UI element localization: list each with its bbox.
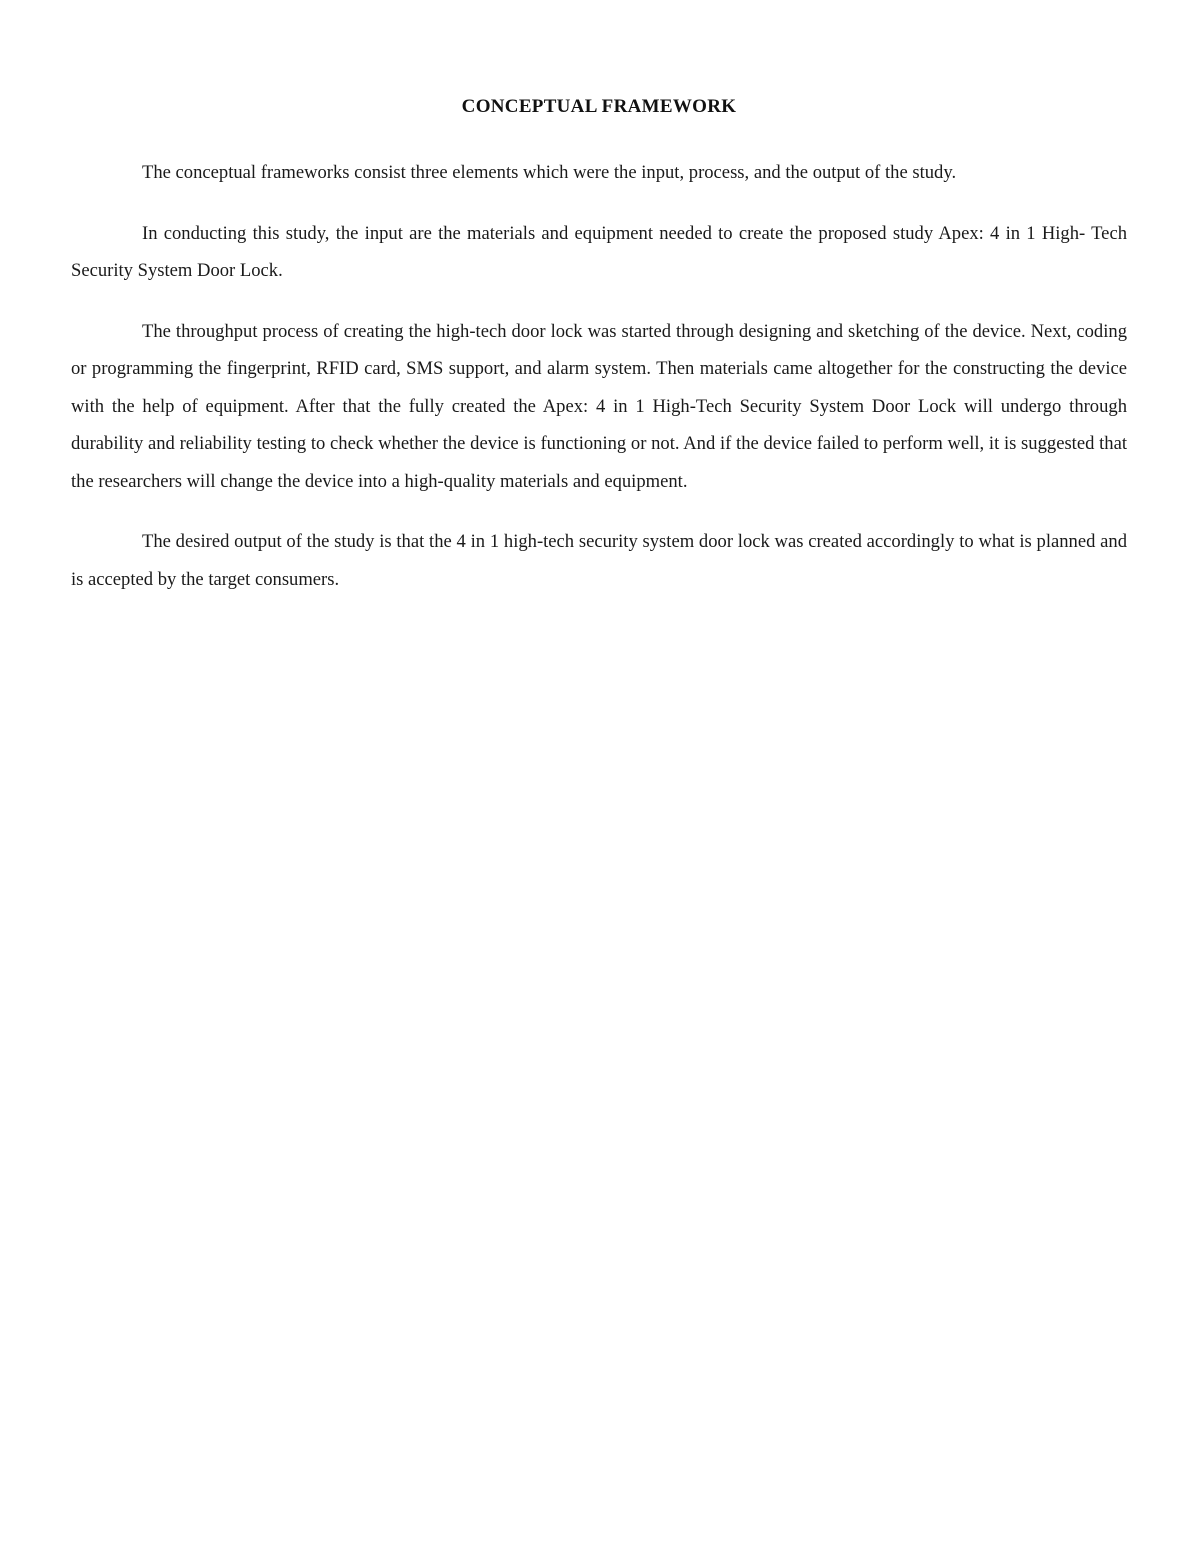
paragraph-output: The desired output of the study is that the 4 in 1 high-tech security system door lock was created accordingly to what is planned and is accepted by the target consumers. <box>71 531 1127 590</box>
paragraph-intro: The conceptual frameworks consist three elements which were the input, process, and the output of the study. <box>142 162 957 183</box>
document-body <box>71 154 1127 598</box>
paragraph-process: The throughput process of creating the high-tech door lock was started through designing and sketching of the device. Next, coding or programming the fingerprint, RFID card, SMS support, and alarm system. Then materials came altogether for the constructing the device with the help of equipment. After that the fully created the Apex: 4 in 1 High-Tech Security System Door Lock will undergo through durability and reliability testing to check whether the device is functioning or not. And if the device failed to perform well, it is suggested that the researchers will change the device into a high-quality materials and equipment. <box>71 320 1127 492</box>
page-title: CONCEPTUAL FRAMEWORK <box>461 96 737 117</box>
paragraph-input: In conducting this study, the input are the materials and equipment needed to create the proposed study Apex: 4 in 1 High- Tech Security System Door Lock. <box>71 222 1127 281</box>
